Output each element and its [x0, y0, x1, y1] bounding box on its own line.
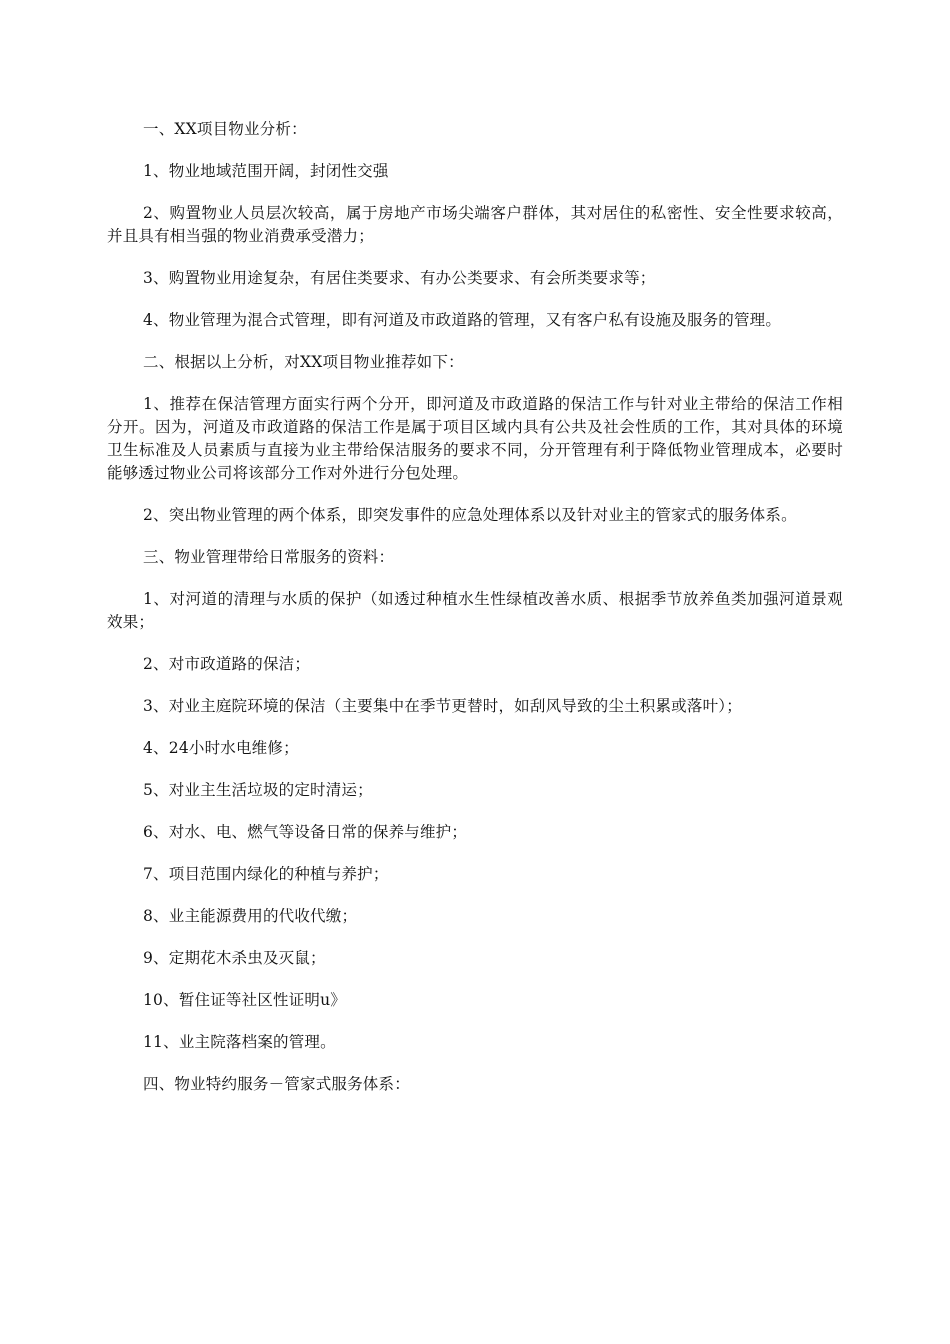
service-item-10: 10、暂住证等社区性证明u》	[143, 991, 347, 1009]
recommendation-item-1: 1、推荐在保洁管理方面实行两个分开，即河道及市政道路的保洁工作与针对业主带给的保洁工作相分开。因为，河道及市政道路的保洁工作是属于项目区域内具有公共及社会性质的工作，其对具体的环境卫生标准及人员素质与直接为业主带给保洁服务的要求不同，分开管理有利于降低物业管理成本，必要时能够透过物业公司将该部分工作对外进行分包处理。	[107, 395, 843, 482]
service-item-4: 4、24小时水电维修；	[143, 739, 299, 757]
analysis-item-3: 3、购置物业用途复杂，有居住类要求、有办公类要求、有会所类要求等；	[143, 269, 656, 287]
service-item-11: 11、业主院落档案的管理。	[143, 1033, 336, 1051]
service-item-8: 8、业主能源费用的代收代缴；	[143, 907, 358, 925]
service-item-3: 3、对业主庭院环境的保洁（主要集中在季节更替时，如刮风导致的尘土积累或落叶）；	[143, 697, 742, 715]
service-item-1: 1、对河道的清理与水质的保护（如透过种植水生性绿植改善水质、根据季节放养鱼类加强河道景观效果；	[107, 590, 843, 631]
analysis-item-4: 4、物业管理为混合式管理，即有河道及市政道路的管理，又有客户私有设施及服务的管理。	[143, 311, 782, 329]
service-item-2: 2、对市政道路的保洁；	[143, 655, 311, 673]
section-heading-4: 四、物业特约服务－管家式服务体系：	[143, 1075, 410, 1093]
analysis-item-1: 1、物业地域范围开阔，封闭性交强	[143, 162, 389, 180]
section-heading-3: 三、物业管理带给日常服务的资料：	[143, 548, 395, 566]
section-heading-1: 一、XX项目物业分析：	[143, 120, 307, 138]
recommendation-item-2: 2、突出物业管理的两个体系，即突发事件的应急处理体系以及针对业主的管家式的服务体系。	[143, 506, 797, 524]
service-item-7: 7、项目范围内绿化的种植与养护；	[143, 865, 389, 883]
service-item-5: 5、对业主生活垃圾的定时清运；	[143, 781, 373, 799]
document-body	[107, 118, 843, 1115]
service-item-6: 6、对水、电、燃气等设备日常的保养与维护；	[143, 823, 468, 841]
service-item-9: 9、定期花木杀虫及灭鼠；	[143, 949, 326, 967]
analysis-item-2: 2、购置物业人员层次较高，属于房地产市场尖端客户群体，其对居住的私密性、安全性要求较高，并且具有相当强的物业消费承受潜力；	[107, 204, 843, 245]
section-heading-2: 二、根据以上分析，对XX项目物业推荐如下：	[143, 353, 464, 371]
